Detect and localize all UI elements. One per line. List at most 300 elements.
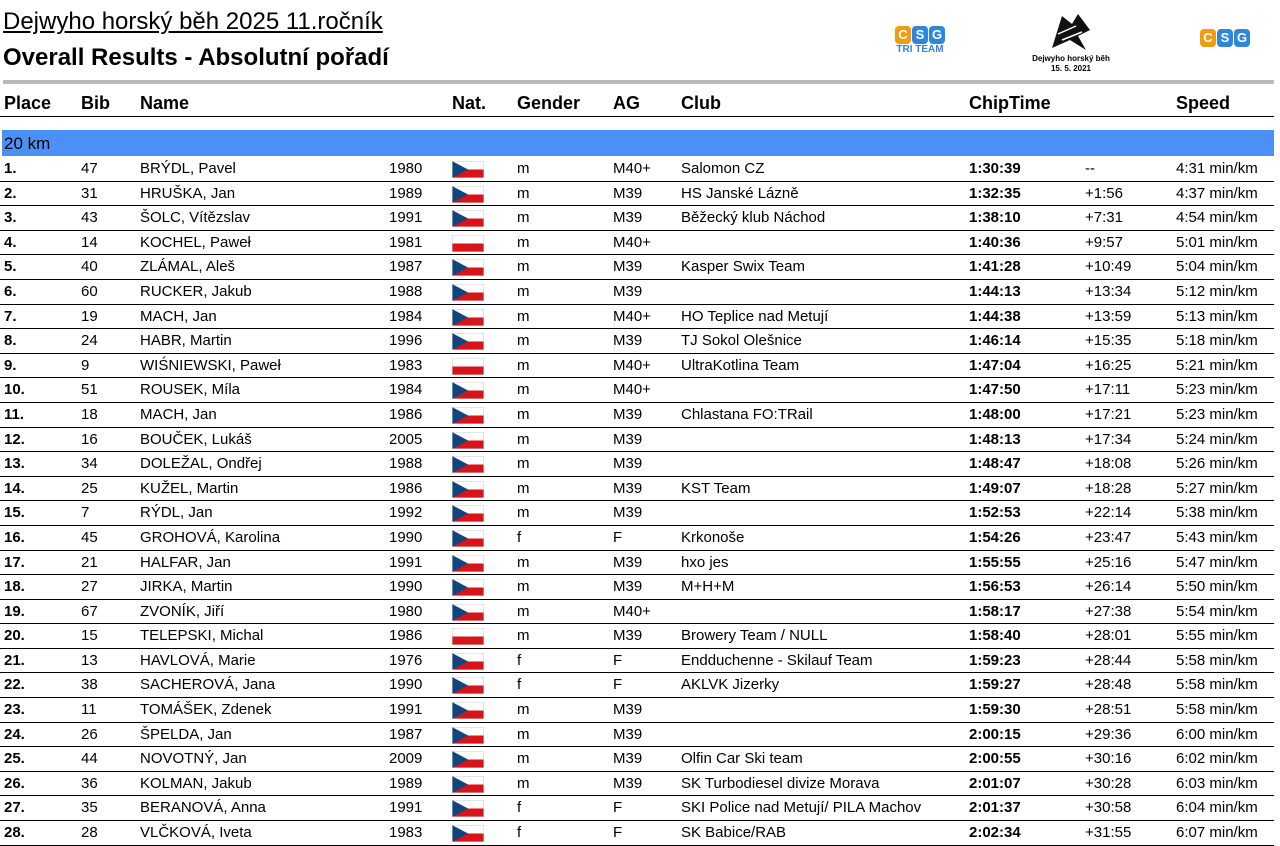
cell-ag: M40+ — [613, 307, 651, 325]
cell-ag: M39 — [613, 455, 643, 473]
cell-chip: 1:30:39 — [969, 160, 1021, 177]
cell-name: MACH, Jan — [140, 405, 217, 423]
cell-chip: 1:58:40 — [969, 627, 1021, 645]
cell-ag: M40+ — [613, 233, 651, 251]
cell-place: 18. — [4, 578, 25, 596]
cell-speed: 5:12 min/km — [1176, 282, 1258, 300]
cell-name: ŠPELDA, Jan — [140, 725, 232, 743]
logo-letter: S — [1217, 29, 1233, 47]
cell-bib: 51 — [81, 381, 98, 399]
table-row — [0, 796, 1274, 821]
cell-ag: M39 — [613, 701, 643, 719]
cell-name: RUCKER, Jakub — [140, 282, 252, 300]
cell-club: Salomon CZ — [681, 160, 765, 177]
cell-chip: 1:54:26 — [969, 528, 1021, 546]
cell-chip: 1:52:53 — [969, 504, 1021, 522]
cell-year: 1988 — [389, 282, 423, 300]
cell-ag: M40+ — [613, 356, 651, 374]
cell-place: 20. — [4, 627, 25, 645]
cell-year: 1976 — [389, 651, 423, 669]
cell-gap: +17:34 — [1085, 430, 1132, 448]
cell-ag: F — [613, 651, 623, 669]
cell-speed: 5:43 min/km — [1176, 528, 1258, 546]
cell-speed: 6:07 min/km — [1176, 824, 1258, 842]
cell-year: 1980 — [389, 602, 423, 620]
cell-bib: 43 — [81, 209, 98, 227]
czech-flag-icon — [452, 653, 484, 670]
cell-gender: f — [517, 799, 522, 817]
cell-gender: m — [517, 356, 530, 374]
cell-place: 23. — [4, 701, 25, 719]
cell-year: 1991 — [389, 553, 423, 571]
cell-gap: +28:48 — [1085, 676, 1132, 694]
cell-gap: +26:14 — [1085, 578, 1132, 596]
cell-bib: 14 — [81, 233, 98, 251]
czech-flag-icon — [452, 800, 484, 817]
table-row — [0, 723, 1274, 748]
cell-chip: 1:41:28 — [969, 258, 1021, 276]
cell-year: 1988 — [389, 455, 423, 473]
cell-speed: 5:55 min/km — [1176, 627, 1258, 645]
cell-gender: m — [517, 701, 530, 719]
cell-club: Krkonoše — [681, 528, 745, 546]
cell-club: UltraKotlina Team — [681, 356, 800, 374]
cell-bib: 27 — [81, 578, 98, 596]
cell-place: 15. — [4, 504, 25, 522]
cell-place: 11. — [4, 405, 25, 423]
cell-gap: +31:55 — [1085, 824, 1132, 842]
cell-chip: 1:48:00 — [969, 405, 1021, 423]
cell-ag: F — [613, 528, 623, 546]
cell-place: 21. — [4, 651, 25, 669]
cell-name: RÝDL, Jan — [140, 504, 213, 522]
cell-gender: f — [517, 824, 522, 842]
cell-name: BERANOVÁ, Anna — [140, 799, 266, 817]
logo-tagline: TRI TEAM — [896, 44, 944, 55]
cell-chip: 1:38:10 — [969, 209, 1021, 227]
cell-year: 1996 — [389, 332, 423, 350]
table-row — [0, 698, 1274, 723]
cell-bib: 40 — [81, 258, 98, 276]
cell-speed: 5:13 min/km — [1176, 307, 1258, 325]
cell-gap: +9:57 — [1085, 233, 1123, 251]
cell-ag: M39 — [613, 553, 643, 571]
table-row — [0, 378, 1274, 403]
cell-ag: M39 — [613, 209, 643, 227]
column-header-club: Club — [681, 93, 721, 113]
table-row — [0, 305, 1274, 330]
cell-place: 24. — [4, 725, 25, 743]
cell-club: HS Janské Lázně — [681, 184, 799, 202]
cell-speed: 5:58 min/km — [1176, 651, 1258, 669]
event-logo-name: Dejwyho horský běh — [1032, 54, 1110, 63]
cell-gender: m — [517, 578, 530, 596]
cell-speed: 4:37 min/km — [1176, 184, 1258, 202]
csg-tri-team-logo — [895, 26, 945, 55]
cell-place: 3. — [4, 209, 17, 227]
table-row — [0, 206, 1274, 231]
cell-name: NOVOTNÝ, Jan — [140, 750, 247, 768]
cell-gap: +28:51 — [1085, 701, 1132, 719]
cell-place: 2. — [4, 184, 17, 202]
table-row — [0, 157, 1274, 182]
cell-speed: 5:23 min/km — [1176, 405, 1258, 423]
cell-name: BOUČEK, Lukáš — [140, 430, 252, 448]
cell-ag: M40+ — [613, 602, 651, 620]
cell-gender: f — [517, 528, 522, 546]
cell-place: 8. — [4, 332, 17, 350]
cell-speed: 5:50 min/km — [1176, 578, 1258, 596]
cell-place: 1. — [4, 160, 17, 177]
cell-ag: M40+ — [613, 381, 651, 399]
table-row — [0, 526, 1274, 551]
cell-chip: 2:00:15 — [969, 725, 1021, 743]
cell-club: KST Team — [681, 479, 751, 497]
column-header-ag: AG — [613, 93, 640, 113]
cell-chip: 1:48:47 — [969, 455, 1021, 473]
czech-flag-icon — [452, 825, 484, 842]
table-row — [0, 231, 1274, 256]
cell-name: HRUŠKA, Jan — [140, 184, 236, 202]
cell-year: 1989 — [389, 774, 423, 792]
cell-place: 26. — [4, 774, 25, 792]
cell-bib: 47 — [81, 160, 98, 177]
cell-name: HABR, Martin — [140, 332, 232, 350]
cell-gender: m — [517, 430, 530, 448]
cell-chip: 2:01:07 — [969, 774, 1021, 792]
cell-ag: M39 — [613, 578, 643, 596]
cell-place: 14. — [4, 479, 25, 497]
cell-gender: m — [517, 602, 530, 620]
cell-ag: M39 — [613, 184, 643, 202]
cell-speed: 5:24 min/km — [1176, 430, 1258, 448]
czech-flag-icon — [452, 751, 484, 768]
czech-flag-icon — [452, 456, 484, 473]
cell-gender: m — [517, 258, 530, 276]
czech-flag-icon — [452, 505, 484, 522]
cell-gender: m — [517, 627, 530, 645]
cell-year: 1992 — [389, 504, 423, 522]
cell-club: hxo jes — [681, 553, 729, 571]
cell-chip: 1:47:50 — [969, 381, 1021, 399]
table-row — [0, 821, 1274, 846]
cell-year: 1989 — [389, 184, 423, 202]
results-table-header — [0, 90, 1274, 117]
cell-name: DOLEŽAL, Ondřej — [140, 455, 262, 473]
cell-ag: M39 — [613, 332, 643, 350]
table-row — [0, 624, 1274, 649]
logo-letter: G — [929, 26, 945, 44]
logo-letter: S — [912, 26, 928, 44]
cell-club: Chlastana FO:TRail — [681, 405, 813, 423]
cell-chip: 1:44:38 — [969, 307, 1021, 325]
cell-club: SKI Police nad Metují/ PILA Machov — [681, 799, 922, 817]
czech-flag-icon — [452, 284, 484, 301]
cell-name: GROHOVÁ, Karolina — [140, 528, 281, 546]
cell-gap: +23:47 — [1085, 528, 1132, 546]
cell-gender: m — [517, 504, 530, 522]
event-logo-date: 15. 5. 2021 — [1050, 64, 1092, 73]
czech-flag-icon — [452, 309, 484, 326]
cell-bib: 19 — [81, 307, 98, 325]
czech-flag-icon — [452, 727, 484, 744]
cell-bib: 34 — [81, 455, 98, 473]
cell-ag: M39 — [613, 282, 643, 300]
results-table-body — [0, 157, 1274, 846]
cell-ag: M39 — [613, 504, 643, 522]
cell-gender: m — [517, 209, 530, 227]
cell-year: 2005 — [389, 430, 423, 448]
cell-ag: M39 — [613, 430, 643, 448]
cell-gap: +22:14 — [1085, 504, 1132, 522]
czech-flag-icon — [452, 333, 484, 350]
czech-flag-icon — [452, 210, 484, 227]
cell-year: 1991 — [389, 209, 423, 227]
cell-gap: +18:08 — [1085, 455, 1132, 473]
cell-chip: 1:46:14 — [969, 332, 1021, 350]
cell-ag: F — [613, 676, 623, 694]
document-title: Dejwyho horský běh 2025 11.ročník — [3, 8, 383, 35]
cell-bib: 36 — [81, 774, 98, 792]
cell-gap: +28:01 — [1085, 627, 1132, 645]
czech-flag-icon — [452, 555, 484, 572]
table-row — [0, 182, 1274, 207]
cell-gap: +17:21 — [1085, 405, 1132, 423]
cell-gender: m — [517, 455, 530, 473]
cell-ag: F — [613, 799, 623, 817]
table-row — [0, 575, 1274, 600]
cell-gender: m — [517, 725, 530, 743]
cell-gap: +1:56 — [1085, 184, 1123, 202]
column-header-place: Place — [4, 93, 52, 113]
header-divider — [3, 80, 1274, 84]
cell-chip: 1:59:27 — [969, 676, 1021, 694]
cell-club: Browery Team / NULL — [681, 627, 828, 645]
cell-bib: 67 — [81, 602, 98, 620]
cell-year: 1990 — [389, 676, 423, 694]
cell-gap: +13:59 — [1085, 307, 1132, 325]
cell-place: 4. — [4, 233, 17, 251]
table-row — [0, 673, 1274, 698]
cell-ag: M39 — [613, 479, 643, 497]
cell-place: 10. — [4, 381, 25, 399]
cell-speed: 4:54 min/km — [1176, 209, 1258, 227]
column-header-gender: Gender — [517, 93, 581, 113]
cell-year: 1983 — [389, 356, 423, 374]
cell-speed: 5:58 min/km — [1176, 701, 1258, 719]
cell-year: 1984 — [389, 307, 423, 325]
cell-club: SK Turbodiesel divize Morava — [681, 774, 880, 792]
cell-bib: 21 — [81, 553, 98, 571]
cell-speed: 5:21 min/km — [1176, 356, 1258, 374]
cell-place: 27. — [4, 799, 25, 817]
cell-chip: 1:40:36 — [969, 233, 1021, 251]
cell-gender: m — [517, 479, 530, 497]
cell-gap: +29:36 — [1085, 725, 1132, 743]
cell-ag: M39 — [613, 774, 643, 792]
cell-year: 1986 — [389, 479, 423, 497]
cell-bib: 38 — [81, 676, 98, 694]
cell-gap: +28:44 — [1085, 651, 1132, 669]
cell-gap: +15:35 — [1085, 332, 1132, 350]
cell-name: ŠOLC, Vítězslav — [140, 209, 251, 227]
column-header-speed: Speed — [1176, 93, 1231, 113]
cell-ag: M39 — [613, 725, 643, 743]
cell-name: JIRKA, Martin — [140, 578, 233, 596]
czech-flag-icon — [452, 432, 484, 449]
cell-chip: 1:32:35 — [969, 184, 1021, 202]
cell-speed: 5:58 min/km — [1176, 676, 1258, 694]
cell-bib: 16 — [81, 430, 98, 448]
cell-name: HALFAR, Jan — [140, 553, 231, 571]
cell-name: ZVONÍK, Jiří — [140, 602, 225, 620]
table-row — [0, 354, 1274, 379]
cell-year: 1980 — [389, 160, 423, 177]
cell-ag: M39 — [613, 627, 643, 645]
cell-gender: m — [517, 774, 530, 792]
cell-club: AKLVK Jizerky — [681, 676, 780, 694]
cell-place: 22. — [4, 676, 25, 694]
table-row — [0, 551, 1274, 576]
cell-year: 1991 — [389, 701, 423, 719]
czech-flag-icon — [452, 481, 484, 498]
cell-bib: 44 — [81, 750, 98, 768]
cell-year: 1983 — [389, 824, 423, 842]
cell-club: HO Teplice nad Metují — [681, 307, 829, 325]
cell-bib: 18 — [81, 405, 98, 423]
table-row — [0, 501, 1274, 526]
table-row — [0, 452, 1274, 477]
czech-flag-icon — [452, 604, 484, 621]
cell-year: 1990 — [389, 578, 423, 596]
cell-gender: m — [517, 307, 530, 325]
cell-speed: 6:04 min/km — [1176, 799, 1258, 817]
czech-flag-icon — [452, 776, 484, 793]
document-subtitle: Overall Results - Absolutní pořadí — [3, 44, 389, 71]
poland-flag-icon — [452, 628, 484, 645]
cell-gap: +13:34 — [1085, 282, 1132, 300]
cell-name: TOMÁŠEK, Zdenek — [140, 701, 272, 719]
cell-club: Olfin Car Ski team — [681, 750, 803, 768]
cell-bib: 9 — [81, 356, 90, 374]
cell-place: 12. — [4, 430, 25, 448]
cell-chip: 2:01:37 — [969, 799, 1021, 817]
table-row — [0, 329, 1274, 354]
cell-gender: m — [517, 160, 530, 177]
cell-name: MACH, Jan — [140, 307, 217, 325]
table-row — [0, 477, 1274, 502]
cell-speed: 6:02 min/km — [1176, 750, 1258, 768]
cell-gap: +17:11 — [1085, 381, 1131, 399]
cell-name: ROUSEK, Míla — [140, 381, 241, 399]
table-row — [0, 403, 1274, 428]
cell-place: 25. — [4, 750, 25, 768]
cell-gender: f — [517, 651, 522, 669]
cell-year: 1991 — [389, 799, 423, 817]
cell-speed: 5:54 min/km — [1176, 602, 1258, 620]
cell-place: 16. — [4, 528, 25, 546]
cell-club: TJ Sokol Olešnice — [681, 332, 802, 350]
table-row — [0, 428, 1274, 453]
cell-speed: 5:38 min/km — [1176, 504, 1258, 522]
cell-name: KOLMAN, Jakub — [140, 774, 252, 792]
logo-letter: C — [895, 26, 911, 44]
cell-bib: 60 — [81, 282, 98, 300]
cell-chip: 2:00:55 — [969, 750, 1021, 768]
cell-club: SK Babice/RAB — [681, 824, 787, 842]
cell-chip: 1:55:55 — [969, 553, 1021, 571]
table-row — [0, 600, 1274, 625]
table-row — [0, 649, 1274, 674]
cell-place: 7. — [4, 307, 17, 325]
cell-gender: m — [517, 184, 530, 202]
cell-speed: 5:18 min/km — [1176, 332, 1258, 350]
cell-chip: 1:48:13 — [969, 430, 1021, 448]
cell-name: KOCHEL, Paweł — [140, 233, 251, 251]
cell-name: HAVLOVÁ, Marie — [140, 651, 256, 669]
cell-name: KUŽEL, Martin — [140, 479, 239, 497]
table-row — [0, 255, 1274, 280]
czech-flag-icon — [452, 186, 484, 203]
cell-chip: 2:02:34 — [969, 824, 1021, 842]
cell-year: 2009 — [389, 750, 423, 768]
cell-gap: -- — [1085, 160, 1095, 177]
table-row — [0, 772, 1274, 797]
column-header-bib: Bib — [81, 93, 110, 113]
column-header-nat: Nat. — [452, 93, 487, 113]
cell-chip: 1:47:04 — [969, 356, 1021, 374]
poland-flag-icon — [452, 235, 484, 252]
cell-chip: 1:58:17 — [969, 602, 1021, 620]
czech-flag-icon — [452, 677, 484, 694]
cell-speed: 6:03 min/km — [1176, 774, 1258, 792]
cell-gender: m — [517, 381, 530, 399]
cell-chip: 1:44:13 — [969, 282, 1021, 300]
cell-year: 1981 — [389, 233, 423, 251]
czech-flag-icon — [452, 530, 484, 547]
cell-gap: +30:58 — [1085, 799, 1132, 817]
cell-chip: 1:59:23 — [969, 651, 1021, 669]
cell-place: 5. — [4, 258, 17, 276]
cell-speed: 4:31 min/km — [1176, 160, 1258, 177]
cell-place: 6. — [4, 282, 17, 300]
cell-gender: m — [517, 553, 530, 571]
cell-bib: 11 — [81, 701, 97, 719]
czech-flag-icon — [452, 407, 484, 424]
cell-bib: 7 — [81, 504, 90, 522]
cell-speed: 5:01 min/km — [1176, 233, 1258, 251]
cell-ag: M39 — [613, 258, 643, 276]
cell-ag: F — [613, 824, 623, 842]
cell-club: Kasper Swix Team — [681, 258, 805, 276]
cell-club: M+H+M — [681, 578, 735, 596]
cell-place: 17. — [4, 553, 25, 571]
czech-flag-icon — [452, 579, 484, 596]
cell-year: 1984 — [389, 381, 423, 399]
cell-gender: m — [517, 233, 530, 251]
cell-year: 1987 — [389, 725, 423, 743]
cell-place: 28. — [4, 824, 25, 842]
cell-gap: +30:16 — [1085, 750, 1132, 768]
cell-bib: 25 — [81, 479, 98, 497]
logo-letter: C — [1200, 29, 1216, 47]
cell-chip: 1:49:07 — [969, 479, 1021, 497]
cell-chip: 1:56:53 — [969, 578, 1021, 596]
cell-gender: m — [517, 332, 530, 350]
cell-bib: 45 — [81, 528, 98, 546]
table-row — [0, 280, 1274, 305]
cell-ag: M40+ — [613, 160, 651, 177]
